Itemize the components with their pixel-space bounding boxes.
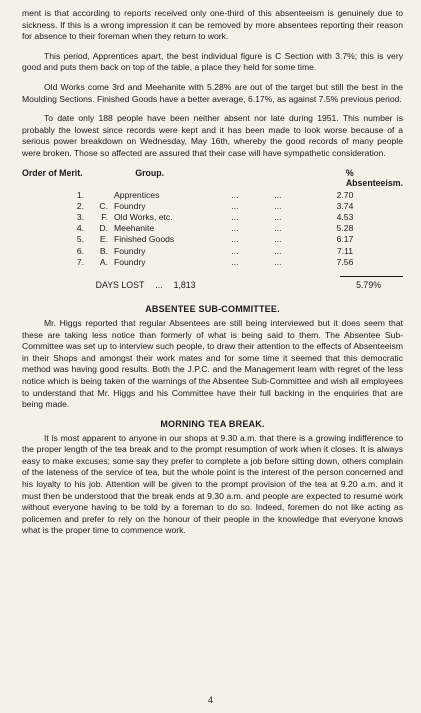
absenteeism-value: 4.53 bbox=[336, 211, 354, 222]
paragraph-old-works: Old Works come 3rd and Meehanite with 5.28% are out of the target but still the best in the Moulding Sections. Finished Goods have a better average, 6.17%, as against 7.5% previous period. bbox=[22, 81, 403, 104]
leader-dots: ... bbox=[231, 211, 239, 222]
paragraph-apprentices: This period, Apprentices apart, the best individual figure is C Section with 3.7%; this is very good and puts them back on top of the table, a place they held for some time. bbox=[22, 50, 403, 73]
section-letter: E. bbox=[99, 234, 108, 245]
group-name: Foundry bbox=[114, 200, 146, 211]
group-name: Foundry bbox=[114, 245, 146, 256]
leader-dots: ... bbox=[231, 234, 239, 245]
section-letter: D. bbox=[99, 223, 108, 234]
header-group: Group. bbox=[135, 167, 165, 178]
absenteeism-value: 3.74 bbox=[336, 200, 354, 211]
absenteeism-value: 5.28 bbox=[336, 223, 354, 234]
table-row bbox=[22, 234, 403, 245]
total-absenteeism: 5.79% bbox=[334, 280, 403, 290]
order-number: 6. bbox=[76, 245, 84, 256]
section-letter: F. bbox=[101, 211, 108, 222]
group-name: Apprentices bbox=[114, 189, 160, 200]
table-row bbox=[22, 212, 403, 223]
table-row bbox=[22, 223, 403, 234]
leader-dots: ... bbox=[231, 223, 239, 234]
order-number: 3. bbox=[76, 211, 84, 222]
merit-table bbox=[22, 168, 403, 290]
paragraph-absentee-sub-committee: Mr. Higgs reported that regular Absentees are still being interviewed but it does seem that these are taking less notice than formerly of what is being said to them. The Absentee Sub-Committee was set up to interview such people, to draw their attention to the effects of Absenteeism in their Shops and amongst their work mates and for some time it seemed that this democratic method was having good results. Both the J.P.C. and the Management learn with regret of the less notice which is being taken of the warnings of the Absentee Sub-Committee and wish all employees to understand that Mr. Higgs and his Committee have their full backing in the enquiries that are being made. bbox=[22, 317, 403, 410]
header-order-of-merit: Order of Merit. bbox=[22, 167, 83, 178]
leader-dots: ... bbox=[231, 245, 239, 256]
days-lost-label: DAYS LOST bbox=[95, 279, 145, 290]
order-number: 4. bbox=[76, 223, 84, 234]
group-name: Old Works, etc. bbox=[114, 211, 173, 222]
paragraph-morning-tea-break: It is most apparent to anyone in our shops at 9.30 a.m. that there is a growing indifference to the proper length of the tea break and to the prompt resumption of work when it closes. It is always easy to make excuses; some say they prefer to complete a job before sitting down, others complain of the lateness of the service of tea, but the whole point is the interest of the person concerned and his loyalty to his job. Attention will be given to the prompt provision of the tea at 9.20 a.m. and it must then be understood that the break ends at 9.30 a.m. and people are expected to resume work without everyone having to be told by a foreman to do so. Indeed, foremen do not like acting as policemen and prefer to rely on the honour of their people in the knowledge that everyone knows what is the proper time to commence work. bbox=[22, 432, 403, 536]
leader-dots: ... bbox=[274, 234, 282, 245]
leader-dots: ... bbox=[274, 200, 282, 211]
group-name: Foundry bbox=[114, 256, 146, 267]
header-absenteeism: % Absenteeism. bbox=[345, 167, 404, 188]
leader-dots: ... bbox=[274, 189, 282, 200]
heading-morning-tea-break: MORNING TEA BREAK. bbox=[160, 418, 265, 429]
leader-dots: ... bbox=[274, 223, 282, 234]
absenteeism-value: 2.70 bbox=[336, 189, 354, 200]
group-name: Finished Goods bbox=[114, 234, 175, 245]
merit-table-header bbox=[22, 168, 403, 188]
table-row bbox=[22, 190, 403, 201]
table-row bbox=[22, 246, 403, 257]
days-lost-value: 1,813 bbox=[173, 279, 196, 290]
leader-dots: ... bbox=[231, 200, 239, 211]
absenteeism-value: 7.11 bbox=[336, 245, 354, 256]
group-name: Meehanite bbox=[114, 223, 155, 234]
paragraph-absenteeism-continued: ment is that according to reports received only one-third of this absenteeism is genuinely due to sickness. If this is a wrong impression it can be removed by more absentees reporting their reason for absence to their foreman when they return to work. bbox=[22, 8, 403, 42]
leader-dots: ... bbox=[155, 279, 163, 290]
leader-dots: ... bbox=[274, 256, 282, 267]
absenteeism-value: 7.56 bbox=[336, 256, 354, 267]
paragraph-to-date: To date only 188 people have been neither absent nor late during 1951. This number is probably the lowest since records were kept and it has been made to look worse because of a serious power breakdown on Wednesday, May 16th, whereby the good records of many people were broken. Those so affected are assured that their case will have sympathetic consideration. bbox=[22, 113, 403, 158]
order-number: 5. bbox=[76, 234, 84, 245]
section-letter: A. bbox=[99, 256, 108, 267]
leader-dots: ... bbox=[231, 189, 239, 200]
absenteeism-value: 6.17 bbox=[336, 234, 354, 245]
section-letter: C. bbox=[99, 200, 108, 211]
section-letter: B. bbox=[99, 245, 108, 256]
heading-absentee-sub-committee: ABSENTEE SUB-COMMITTEE. bbox=[145, 303, 280, 314]
leader-dots: ... bbox=[274, 245, 282, 256]
order-number: 7. bbox=[76, 256, 84, 267]
table-row bbox=[22, 257, 403, 268]
leader-dots: ... bbox=[231, 256, 239, 267]
page-number: 4 bbox=[207, 695, 213, 705]
order-number: 1. bbox=[76, 189, 84, 200]
table-row bbox=[22, 201, 403, 212]
order-number: 2. bbox=[76, 200, 84, 211]
leader-dots: ... bbox=[274, 211, 282, 222]
days-lost-row bbox=[22, 280, 403, 290]
